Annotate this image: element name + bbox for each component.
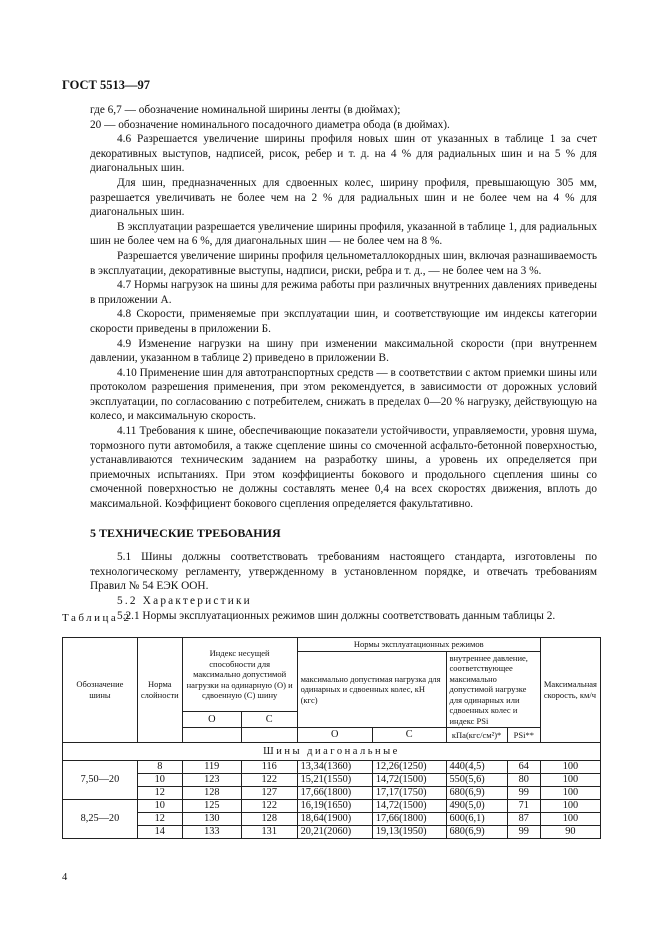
table-cell: 131	[241, 826, 297, 839]
header-load-o: О	[297, 728, 372, 743]
table-cell: 10	[137, 774, 182, 787]
header-psi: PSi**	[507, 728, 540, 743]
table-cell: 17,66(1800)	[297, 787, 372, 800]
header-kpa: кПа(кгс/см²)*	[446, 728, 507, 743]
header-pressure: внутреннее давление, соответствующее максимально допустимой нагрузке для одинарных или сдвоенных колес и индекс PSi	[446, 651, 540, 728]
table-cell: 17,66(1800)	[372, 813, 446, 826]
table-cell: 128	[241, 813, 297, 826]
document-header: ГОСТ 5513—97	[62, 78, 151, 92]
spacer-cell	[182, 728, 241, 743]
table-cell: 440(4,5)	[446, 761, 507, 774]
tire-norms-table-body	[62, 637, 601, 839]
header-designation: Обозначение шины	[63, 638, 138, 743]
table-cell: 127	[241, 787, 297, 800]
table-cell: 8	[137, 761, 182, 774]
spacer-cell	[241, 728, 297, 743]
table-cell: 130	[182, 813, 241, 826]
paragraph: 4.11 Требования к шине, обеспечивающие показатели устойчивости, управляемости, уровня шума, тормозного пути автомобиля, а также сцепление шины со смоченной асфальто-бетонной поверхностью, устанавливаются техническим заданием на разработку шины, а уровень их определяется при приемочных испытаниях. При этом коэффициенты бокового и продольного сцепления шины со смоченной поверхностью не должны составлять менее 0,4 на всех скоростях движения, вплоть до максимальной. Коэффициент бокового сцепления определяется факультативно.	[90, 425, 597, 511]
section-title: 5 ТЕХНИЧЕСКИЕ ТРЕБОВАНИЯ	[90, 525, 281, 540]
table-cell: 550(5,6)	[446, 774, 507, 787]
header-max-load: максимально допустимая нагрузка для одинарных и сдвоенных колес, кН (кгс)	[297, 651, 446, 728]
table-row-designation: 7,50—20	[63, 761, 138, 800]
paragraph: 5.1 Шины должны соответствовать требованиям настоящего стандарта, изготовлены по технологическому регламенту, утвержденному в установленном порядке, и отвечать требованиям Правил № 54 ЕЭК ООН.	[90, 551, 597, 593]
table-cell: 19,13(1950)	[372, 826, 446, 839]
paragraph: где 6,7 — обозначение номинальной ширины ленты (в дюймах);	[90, 104, 401, 116]
table-cell: 100	[540, 774, 600, 787]
table-cell: 71	[507, 800, 540, 813]
header-ply: Норма слойности	[137, 638, 182, 743]
body-text	[90, 103, 597, 623]
header-o: О	[182, 712, 241, 728]
table-cell: 12	[137, 787, 182, 800]
paragraph: 5.2.1 Нормы эксплуатационных режимов шин должны соответствовать данным таблицы 2.	[117, 609, 556, 622]
table-cell: 100	[540, 761, 600, 774]
table-cell: 10	[137, 800, 182, 813]
page-number: 4	[62, 872, 68, 883]
table-cell: 133	[182, 826, 241, 839]
table-cell: 64	[507, 761, 540, 774]
table-cell: 14	[137, 826, 182, 839]
header-c: С	[241, 712, 297, 728]
table-cell: 680(6,9)	[446, 787, 507, 800]
table-cell: 17,17(1750)	[372, 787, 446, 800]
table-cell: 18,64(1900)	[297, 813, 372, 826]
table-cell: 20,21(2060)	[297, 826, 372, 839]
paragraph: 4.8 Скорости, применяемые при эксплуатации шин, и соответствующие им индексы категории скорости приведены в приложении Б.	[90, 308, 597, 335]
table-cell: 123	[182, 774, 241, 787]
paragraph: 4.7 Нормы нагрузок на шины для режима работы при различных внутренних давлениях приведены в приложении А.	[90, 279, 597, 306]
table-cell: 99	[507, 787, 540, 800]
table-cell: 87	[507, 813, 540, 826]
paragraph: В эксплуатации разрешается увеличение ширины профиля, указанной в таблице 1, для радиальных шин не более чем на 6 %, для диагональных шин — не более чем на 8 %.	[90, 220, 597, 248]
paragraph: 4.6 Разрешается увеличение ширины профиля новых шин от указанных в таблице 1 за счет декоративных выступов, надписей, рисок, ребер и т. д. на 4 % для радиальных шин и на 5 % для диагональных шин.	[90, 133, 597, 175]
table-cell: 13,34(1360)	[297, 761, 372, 774]
paragraph: 4.10 Применение шин для автотранспортных средств — в соответствии с актом приемки шины или протоколом разрешения применения, при этом рекомендуется, в зависимости от дорожных условий эксплуатации, по согласованию с потребителем, снижать в пределах 0—20 % нагрузку, действующую на колесо, и максимальную скорость.	[90, 366, 597, 423]
table-cell: 490(5,0)	[446, 800, 507, 813]
table-cell: 100	[540, 787, 600, 800]
table-cell: 100	[540, 813, 600, 826]
table-cell: 90	[540, 826, 600, 839]
table-cell: 116	[241, 761, 297, 774]
table-cell: 99	[507, 826, 540, 839]
table-cell: 14,72(1500)	[372, 800, 446, 813]
table-cell: 600(6,1)	[446, 813, 507, 826]
table-row-designation: 8,25—20	[63, 800, 138, 839]
table-group-label: Шины диагональные	[63, 742, 601, 761]
paragraph: 4.9 Изменение нагрузки на шину при изменении максимальной скорости (при внутреннем давлении, указанном в таблице 2) приведено в приложении В.	[90, 337, 597, 365]
table-cell: 12	[137, 813, 182, 826]
subsection-title: 5.2 Характеристики	[117, 595, 252, 607]
table-cell: 122	[241, 774, 297, 787]
table-cell: 80	[507, 774, 540, 787]
table-cell: 128	[182, 787, 241, 800]
paragraph: Разрешается увеличение ширины профиля цельнометаллокордных шин, включая разнашиваемость в эксплуатации, декоративные выступы, надписи, риски, ребра и т. д., — не более чем на 3 %.	[90, 249, 597, 277]
table-cell: 100	[540, 800, 600, 813]
table-cell: 122	[241, 800, 297, 813]
table-cell: 125	[182, 800, 241, 813]
table-caption: Таблица 2	[62, 612, 132, 624]
table-cell: 16,19(1650)	[297, 800, 372, 813]
paragraph: 20 — обозначение номинального посадочного диаметра обода (в дюймах).	[90, 118, 450, 131]
table-cell: 15,21(1550)	[297, 774, 372, 787]
table-cell: 14,72(1500)	[372, 774, 446, 787]
table-cell: 680(6,9)	[446, 826, 507, 839]
header-load-c: С	[372, 728, 446, 743]
header-norms: Нормы эксплуатационных режимов	[297, 638, 540, 652]
header-load-index: Индекс несущей способности для максимально допустимой нагрузки на одинарную (О) и сдвоенную (С) шину	[182, 638, 297, 712]
paragraph: Для шин, предназначенных для сдвоенных колес, ширину профиля, превышающую 305 мм, разрешается увеличивать не более чем на 2 % для радиальных шин и не более чем на 4 % для диагональных шин.	[90, 176, 597, 219]
header-max-speed: Максимальная скорость, км/ч	[540, 638, 600, 743]
table-cell: 119	[182, 761, 241, 774]
table-cell: 12,26(1250)	[372, 761, 446, 774]
